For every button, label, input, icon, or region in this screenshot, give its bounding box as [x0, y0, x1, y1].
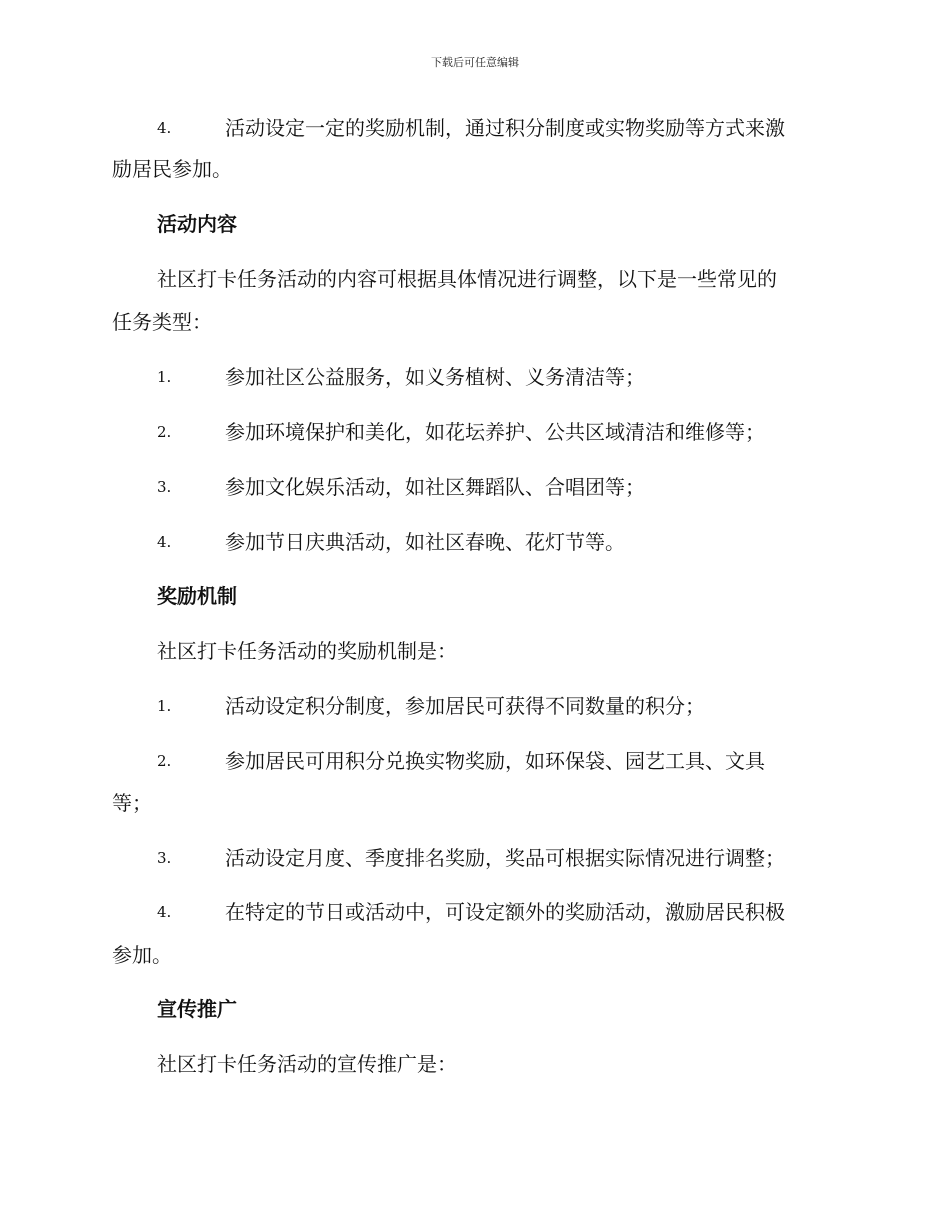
section-heading-rewards: 奖励机制 [157, 584, 237, 608]
paragraph: 社区打卡任务活动的内容可根据具体情况进行调整，以下是一些常见的 [157, 267, 777, 291]
list-number: 2. [157, 423, 172, 441]
section-heading-promo: 宣传推广 [157, 997, 237, 1021]
list-number: 1. [157, 697, 172, 715]
list-item-text: 参加节日庆典活动，如社区春晚、花灯节等。 [225, 530, 625, 554]
list-item-text: 参加居民可用积分兑换实物奖励，如环保袋、园艺工具、文具 [225, 749, 765, 773]
paragraph-continuation: 任务类型： [112, 310, 212, 334]
list-number: 4. [157, 533, 172, 551]
list-item-text: 参加环境保护和美化，如花坛养护、公共区域清洁和维修等； [225, 420, 765, 444]
list-number: 2. [157, 752, 172, 770]
list-number: 4. [157, 119, 172, 137]
list-item-text: 参加文化娱乐活动，如社区舞蹈队、合唱团等； [225, 475, 645, 499]
list-number: 3. [157, 478, 172, 496]
list-number: 1. [157, 368, 172, 386]
list-item-text: 参加社区公益服务，如义务植树、义务清洁等； [225, 365, 645, 389]
list-item-text: 活动设定月度、季度排名奖励，奖品可根据实际情况进行调整； [225, 846, 785, 870]
list-item-continuation: 等； [112, 791, 152, 815]
section-heading-content: 活动内容 [157, 212, 237, 236]
list-item-text: 活动设定积分制度，参加居民可获得不同数量的积分； [225, 694, 705, 718]
list-item-continuation: 参加。 [112, 943, 172, 967]
list-item-text: 活动设定一定的奖励机制，通过积分制度或实物奖励等方式来激 [225, 116, 785, 140]
header-note: 下载后可任意编辑 [431, 56, 519, 69]
paragraph: 社区打卡任务活动的宣传推广是： [157, 1052, 457, 1076]
list-number: 3. [157, 849, 172, 867]
list-item-continuation: 励居民参加。 [112, 157, 232, 181]
list-item-text: 在特定的节日或活动中，可设定额外的奖励活动，激励居民积极 [225, 900, 785, 924]
list-number: 4. [157, 903, 172, 921]
paragraph: 社区打卡任务活动的奖励机制是： [157, 639, 457, 663]
